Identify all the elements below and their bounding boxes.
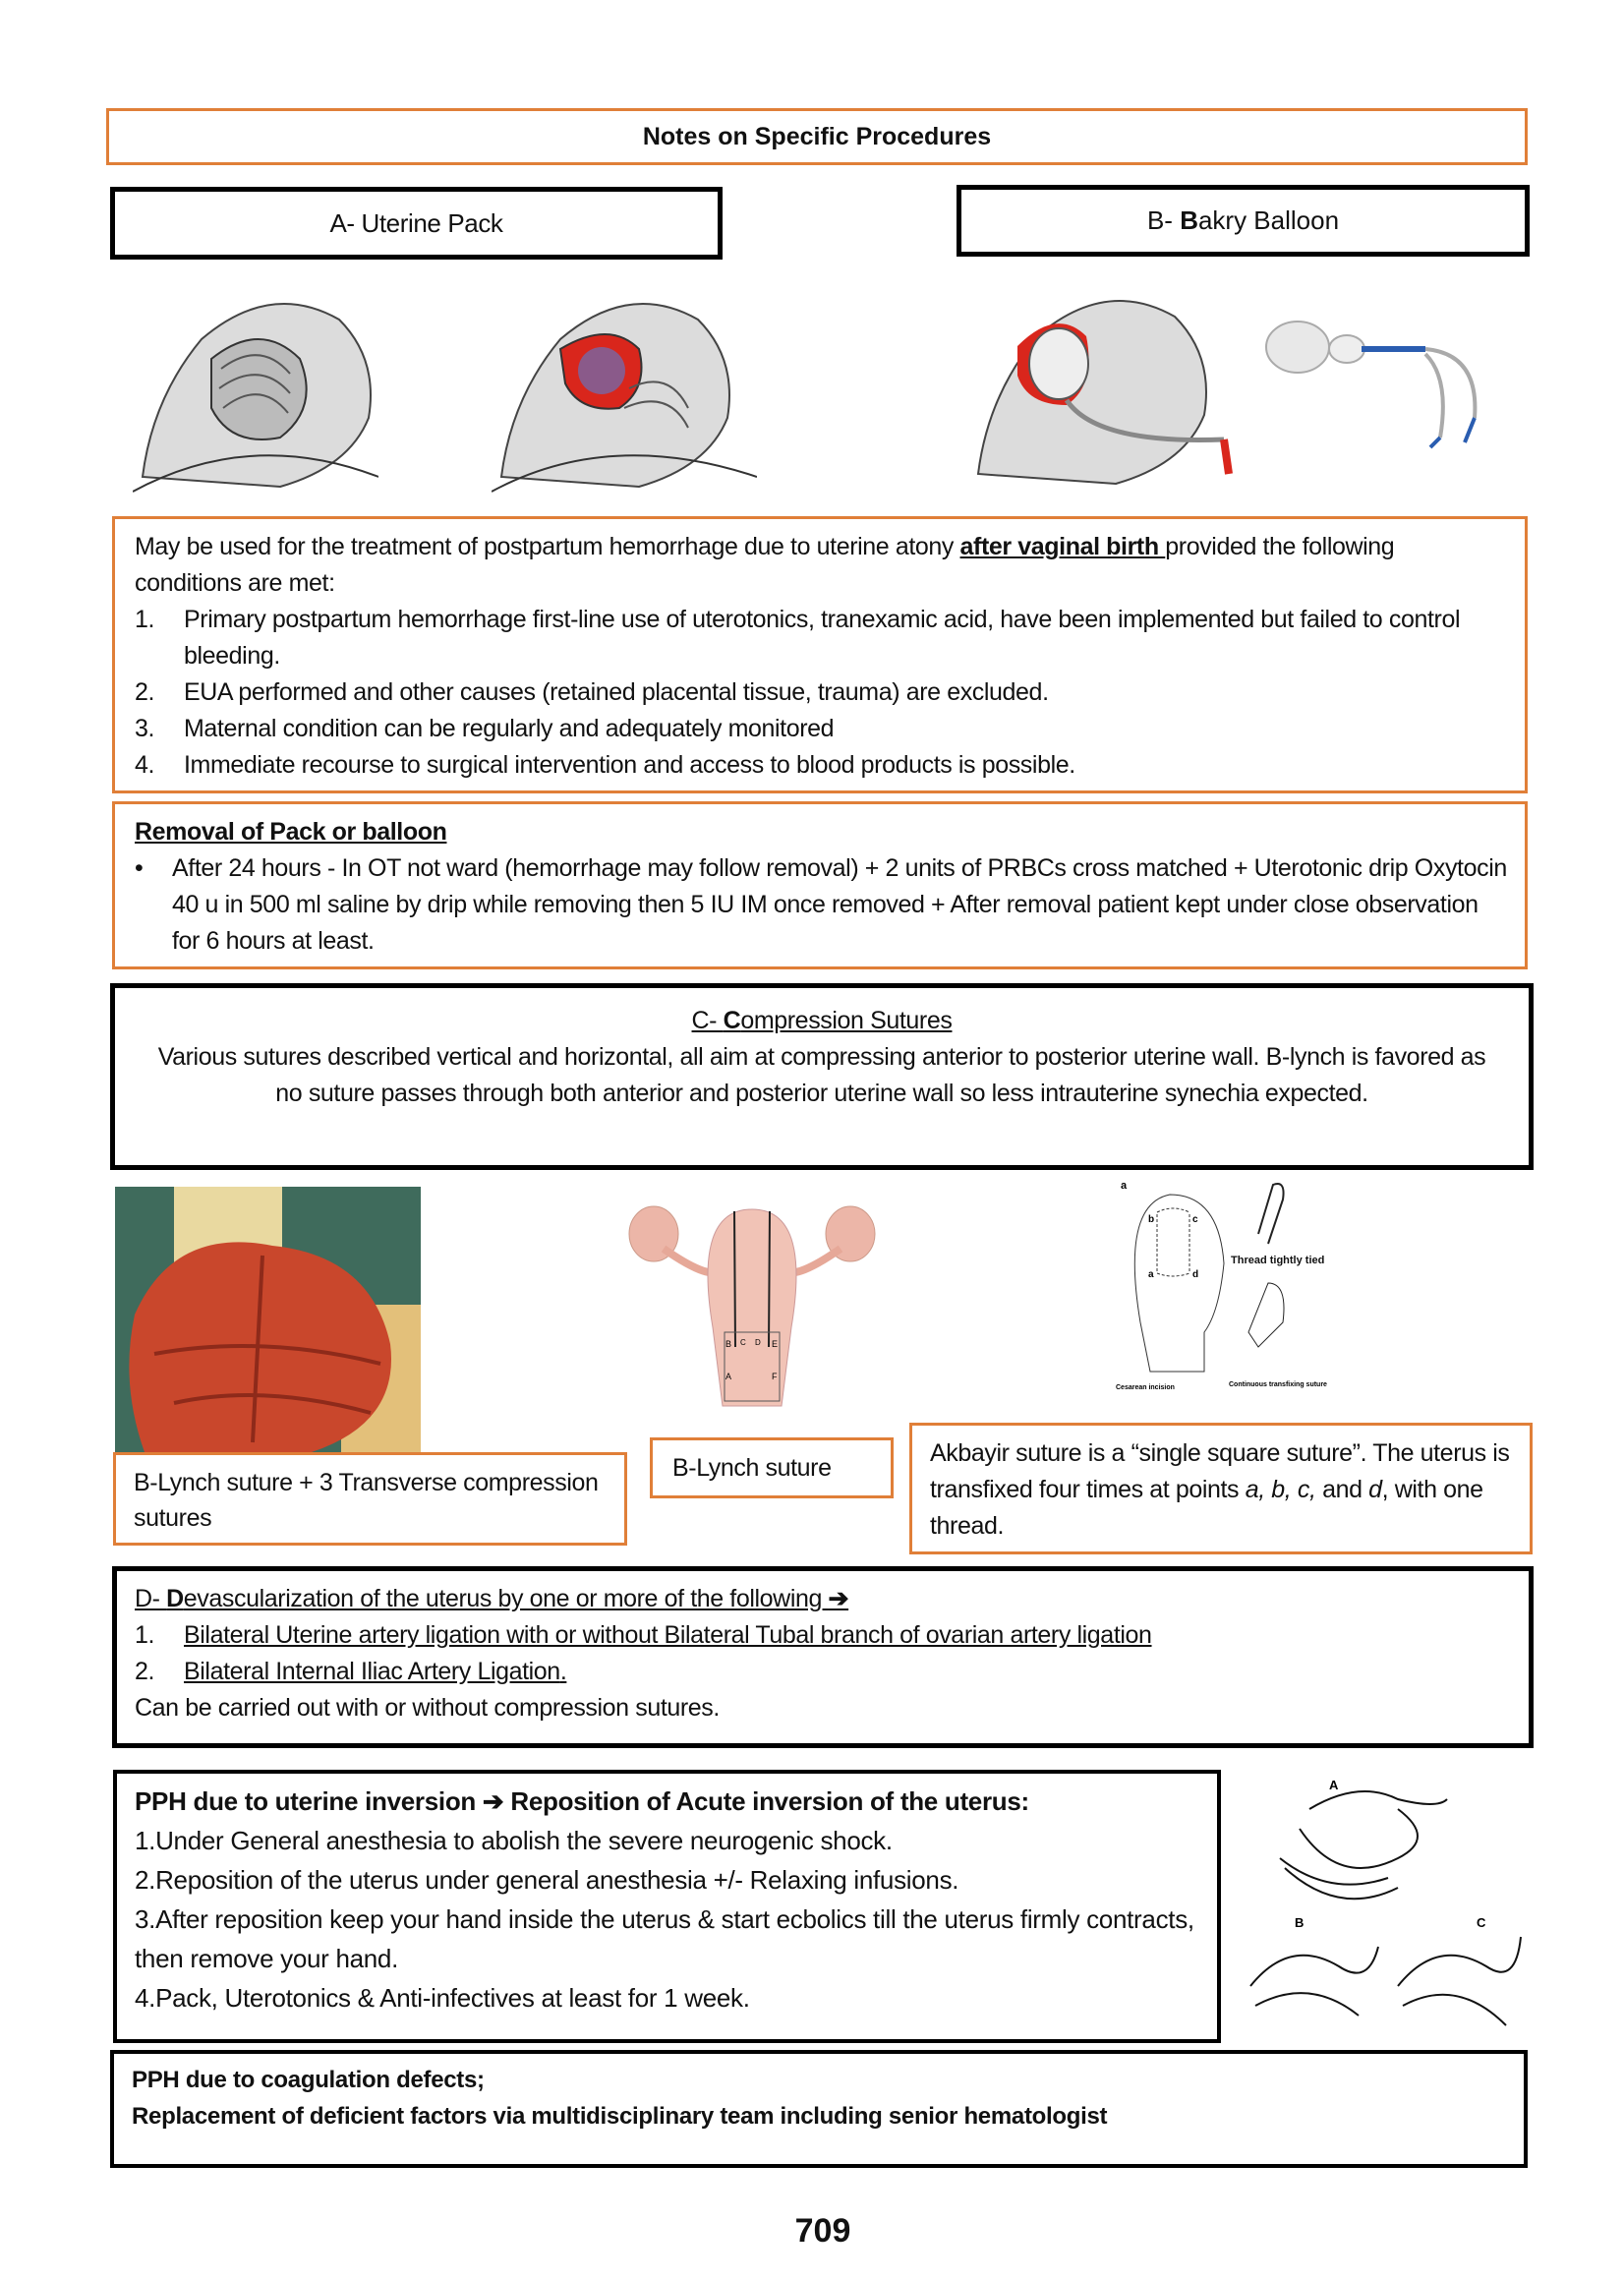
- inversion-label: B: [1295, 1915, 1305, 1930]
- akbayir-label: b: [1148, 1214, 1155, 1225]
- section-b-header: [957, 185, 1530, 257]
- caption-text: B-Lynch suture: [672, 1454, 832, 1482]
- bakri-balloon-device: [1253, 310, 1499, 457]
- arrow-right-icon: ➔: [482, 1786, 504, 1816]
- caption-text: Akbayir suture is a “single square suture”. The uterus is transfixed four times at points a, b, c, and d, with one thread.: [930, 1439, 1510, 1540]
- section-c-text: Various sutures described vertical and horizontal, all aim at compressing anterior to posterior uterine wall. B-lynch is favored as no suture passes through both anterior and posterior uterine wall so less intrauterine synechia expected.: [157, 1043, 1486, 1107]
- blynch-label: D: [755, 1338, 761, 1347]
- devascularization-item: 1. Bilateral Uterine artery ligation with or without Bilateral Tubal branch of ovarian artery ligation: [135, 1621, 1152, 1649]
- section-d-box: [112, 1566, 1534, 1748]
- caption-blynch-transverse: [113, 1452, 627, 1546]
- blynch-label: E: [772, 1339, 779, 1349]
- inversion-label: C: [1477, 1915, 1486, 1930]
- indication-item: 1. Primary postpartum hemorrhage first-line use of uterotonics, tranexamic acid, have been implemented but failed to control bleeding.: [135, 606, 1461, 670]
- inversion-item: 4.Pack, Uterotonics & Anti-infectives at least for 1 week.: [135, 1983, 750, 2013]
- blynch-label: A: [725, 1372, 732, 1381]
- akbayir-label-thread: Thread tightly tied: [1231, 1255, 1325, 1266]
- section-d-note: Can be carried out with or without compression sutures.: [135, 1694, 720, 1722]
- blynch-label: C: [740, 1338, 746, 1347]
- caption-text: B-Lynch suture + 3 Transverse compression sutures: [134, 1469, 599, 1532]
- arrow-right-icon: ➔: [828, 1585, 849, 1612]
- removal-box: [112, 801, 1528, 969]
- section-c-box: [110, 983, 1534, 1170]
- blynch-transverse-photo: [115, 1187, 421, 1452]
- inversion-item: 1.Under General anesthesia to abolish the severe neurogenic shock.: [135, 1826, 893, 1855]
- akbayir-label: Cesarean incision: [1116, 1384, 1175, 1391]
- coagulation-heading: PPH due to coagulation defects;: [132, 2067, 485, 2093]
- removal-heading: Removal of Pack or balloon: [135, 818, 447, 846]
- section-c-heading: C- Compression Sutures: [691, 1007, 953, 1034]
- section-b-label: B- Bakry Balloon: [1146, 205, 1340, 235]
- section-d-heading: D- Devascularization of the uterus by one or more of the following ➔: [135, 1585, 849, 1612]
- caption-blynch: [650, 1437, 894, 1498]
- indications-box: [112, 516, 1528, 793]
- inversion-item: 3.After reposition keep your hand inside the uterus & start ecbolics till the uterus firmly contracts, then remove your hand.: [135, 1904, 1194, 1973]
- inversion-label: A: [1329, 1778, 1339, 1792]
- section-a-label: A- Uterine Pack: [329, 208, 503, 238]
- akbayir-label: d: [1192, 1269, 1199, 1280]
- coagulation-box: [110, 2050, 1528, 2168]
- section-a-header: [110, 187, 723, 260]
- devascularization-item: 2. Bilateral Internal Iliac Artery Ligation.: [135, 1658, 567, 1685]
- indication-item: 4. Immediate recourse to surgical intervention and access to blood products is possible.: [135, 751, 1075, 779]
- removal-item: • After 24 hours - In OT not ward (hemorrhage may follow removal) + 2 units of PRBCs cross matched + Uterotonic drip Oxytocin 40 u in 500 ml saline by drip while removing then 5 IU IM once removed + After removal patient kept under close observation for 6 hours at least.: [135, 854, 1507, 955]
- inversion-heading: PPH due to uterine inversion ➔ Reposition of Acute inversion of the uterus:: [135, 1786, 1029, 1816]
- inversion-box: [113, 1770, 1221, 2043]
- coagulation-text: Replacement of deficient factors via multidisciplinary team including senior hematologist: [132, 2103, 1108, 2130]
- akbayir-label: c: [1192, 1214, 1198, 1225]
- uterine-pack-illustration-before: [133, 280, 378, 497]
- blynch-label: B: [725, 1339, 732, 1349]
- blynch-label: F: [772, 1372, 778, 1381]
- uterine-pack-illustration-packed: [492, 280, 757, 497]
- blynch-suture-diagram: [624, 1190, 880, 1416]
- caption-akbayir: [909, 1423, 1533, 1554]
- page-number: 709: [794, 2212, 851, 2250]
- bakri-balloon-illustration: [968, 277, 1263, 498]
- akbayir-suture-diagram: [1111, 1175, 1347, 1406]
- indications-intro: May be used for the treatment of postpartum hemorrhage due to uterine atony after vaginal birth provided the following conditions are met:: [135, 533, 1395, 597]
- indication-item: 3. Maternal condition can be regularly and adequately monitored: [135, 715, 835, 742]
- akbayir-label: a: [1121, 1180, 1128, 1192]
- page-title: Notes on Specific Procedures: [642, 123, 992, 150]
- page-title-box: [106, 108, 1528, 165]
- akbayir-label: Continuous transfixing suture: [1229, 1381, 1327, 1388]
- indication-item: 2. EUA performed and other causes (retained placental tissue, trauma) are excluded.: [135, 678, 1049, 706]
- inversion-item: 2.Reposition of the uterus under general anesthesia +/- Relaxing infusions.: [135, 1865, 959, 1895]
- akbayir-label: a: [1148, 1269, 1154, 1280]
- uterine-inversion-reposition-illustration: [1241, 1770, 1531, 2045]
